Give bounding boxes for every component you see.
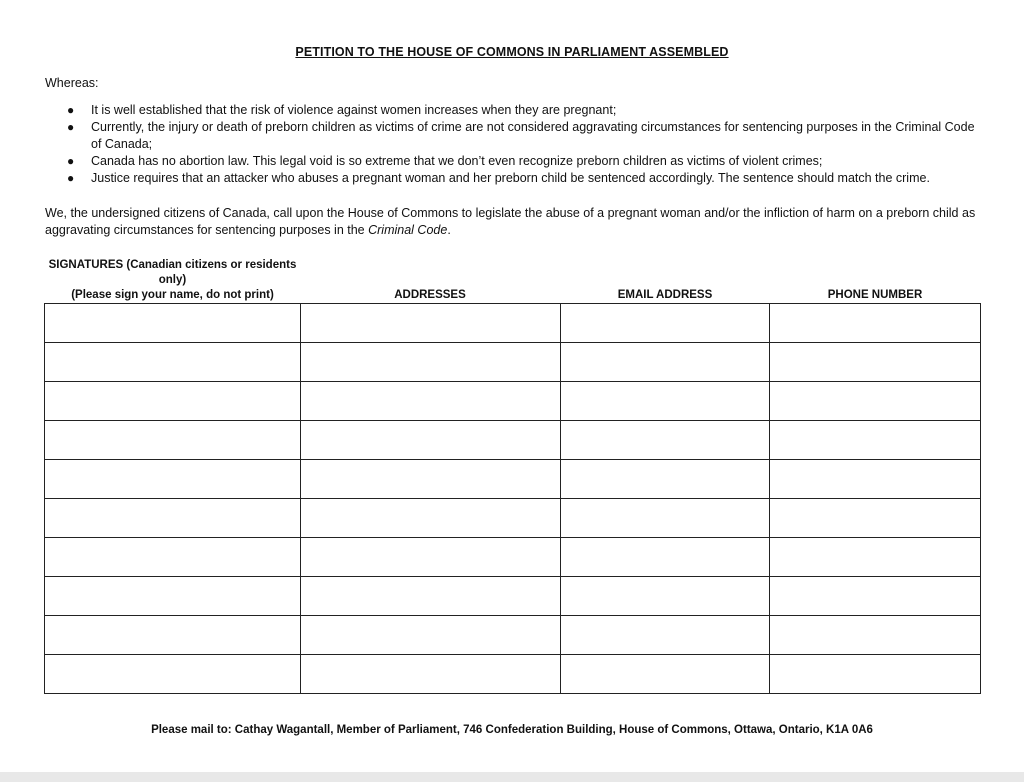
whereas-item <box>45 153 985 170</box>
table-row <box>45 343 981 382</box>
table-row <box>45 538 981 577</box>
address-cell[interactable] <box>301 421 561 460</box>
petition-request <box>45 205 980 239</box>
signature-cell[interactable] <box>45 382 301 421</box>
email-cell[interactable] <box>561 421 770 460</box>
table-row <box>45 655 981 694</box>
header-email: EMAIL ADDRESS <box>617 289 713 301</box>
petition-request-end: . <box>447 223 451 237</box>
phone-cell[interactable] <box>770 538 981 577</box>
email-cell[interactable] <box>561 616 770 655</box>
phone-cell[interactable] <box>770 460 981 499</box>
phone-cell[interactable] <box>770 382 981 421</box>
header-signatures-line2: only) <box>158 274 187 286</box>
email-cell[interactable] <box>561 382 770 421</box>
header-addresses: ADDRESSES <box>394 289 466 301</box>
address-cell[interactable] <box>301 577 561 616</box>
phone-cell[interactable] <box>770 655 981 694</box>
table-row <box>45 460 981 499</box>
header-phone: PHONE NUMBER <box>827 289 923 301</box>
signature-table <box>44 303 981 694</box>
table-row <box>45 577 981 616</box>
header-signatures <box>45 258 300 303</box>
bullet-icon: ● <box>67 120 75 134</box>
address-cell[interactable] <box>301 655 561 694</box>
whereas-item-text: Currently, the injury or death of preborn children as victims of crime are not considered aggravating circumstances for sentencing purposes in the Criminal Code of Canada; <box>91 120 975 151</box>
email-cell[interactable] <box>561 343 770 382</box>
email-cell[interactable] <box>561 655 770 694</box>
email-cell[interactable] <box>561 499 770 538</box>
signature-cell[interactable] <box>45 343 301 382</box>
phone-cell[interactable] <box>770 343 981 382</box>
table-row <box>45 421 981 460</box>
phone-cell[interactable] <box>770 616 981 655</box>
address-cell[interactable] <box>301 460 561 499</box>
table-row <box>45 382 981 421</box>
header-signatures-line3: (Please sign your name, do not print) <box>71 289 274 301</box>
address-cell[interactable] <box>301 382 561 421</box>
address-cell[interactable] <box>301 499 561 538</box>
whereas-item <box>45 119 985 153</box>
whereas-item-text: Justice requires that an attacker who abuses a pregnant woman and her preborn child be sentenced accordingly. The sentence should match the crime. <box>91 171 930 185</box>
address-cell[interactable] <box>301 538 561 577</box>
email-cell[interactable] <box>561 577 770 616</box>
whereas-item <box>45 102 985 119</box>
table-row <box>45 499 981 538</box>
header-signatures-line1: SIGNATURES (Canadian citizens or residents <box>48 259 297 271</box>
table-headers <box>45 258 980 304</box>
mailing-address: Please mail to: Cathay Wagantall, Member of Parliament, 746 Confederation Building, House of Commons, Ottawa, Ontario, K1A 0A6 <box>151 724 873 736</box>
signature-cell[interactable] <box>45 460 301 499</box>
email-cell[interactable] <box>561 460 770 499</box>
bullet-icon: ● <box>67 154 75 168</box>
phone-cell[interactable] <box>770 577 981 616</box>
email-cell[interactable] <box>561 304 770 343</box>
whereas-item-text: Canada has no abortion law. This legal void is so extreme that we don’t even recognize preborn children as victims of violent crimes; <box>91 154 823 168</box>
bullet-icon: ● <box>67 103 75 117</box>
signature-cell[interactable] <box>45 577 301 616</box>
whereas-label: Whereas: <box>45 76 99 90</box>
phone-cell[interactable] <box>770 304 981 343</box>
petition-request-text: We, the undersigned citizens of Canada, call upon the House of Commons to legislate the abuse of a pregnant woman and/or the infliction of harm on a preborn child as aggravating circumstances for sentencing purposes in the <box>45 206 976 237</box>
table-row <box>45 616 981 655</box>
signature-cell[interactable] <box>45 655 301 694</box>
petition-title: PETITION TO THE HOUSE OF COMMONS IN PARLIAMENT ASSEMBLED <box>295 45 729 59</box>
bullet-icon: ● <box>67 171 75 185</box>
whereas-list <box>45 102 985 187</box>
criminal-code-italic: Criminal Code <box>368 223 448 237</box>
address-cell[interactable] <box>301 616 561 655</box>
address-cell[interactable] <box>301 343 561 382</box>
signature-cell[interactable] <box>45 304 301 343</box>
table-row <box>45 304 981 343</box>
address-cell[interactable] <box>301 304 561 343</box>
whereas-item <box>45 170 985 187</box>
phone-cell[interactable] <box>770 499 981 538</box>
signature-cell[interactable] <box>45 421 301 460</box>
phone-cell[interactable] <box>770 421 981 460</box>
email-cell[interactable] <box>561 538 770 577</box>
whereas-item-text: It is well established that the risk of violence against women increases when they are pregnant; <box>91 103 617 117</box>
signature-table-body <box>45 304 981 694</box>
signature-cell[interactable] <box>45 616 301 655</box>
signature-cell[interactable] <box>45 499 301 538</box>
signature-cell[interactable] <box>45 538 301 577</box>
